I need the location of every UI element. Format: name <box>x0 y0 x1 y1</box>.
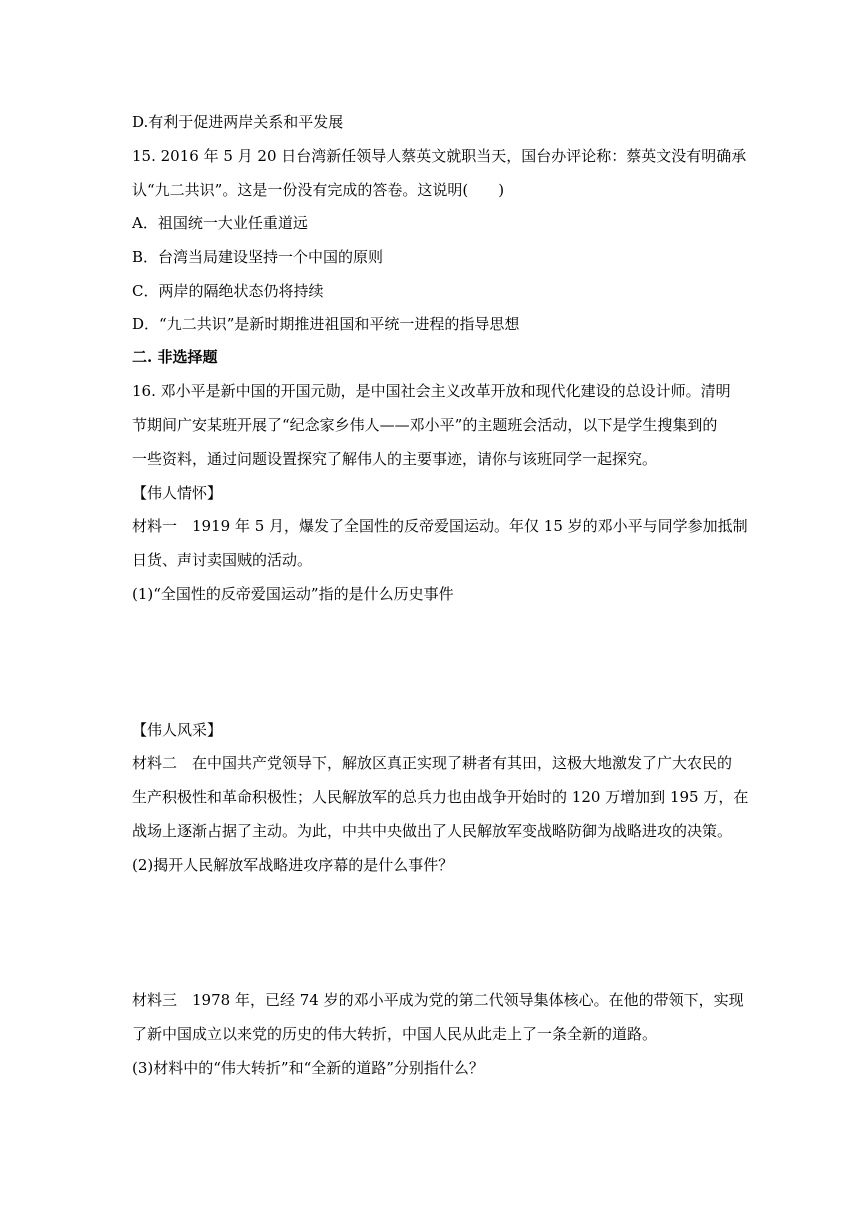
part-heading-2: 【伟人风采】 <box>132 721 223 739</box>
material-1-line-2: 日货、声讨卖国贼的活动。 <box>132 551 313 569</box>
question-2: (2)揭开人民解放军战略进攻序幕的是什么事件？ <box>132 856 454 874</box>
material-2-line-1: 材料二 在中国共产党领导下，解放区真正实现了耕者有其田，这极大地激发了广大农民的 <box>132 754 733 772</box>
q15-stem-line-2: 认“九二共识”。这是一份没有完成的答卷。这说明( ) <box>132 181 505 199</box>
material-3-line-2: 了新中国成立以来党的历史的伟大转折，中国人民从此走上了一条全新的道路。 <box>132 1025 658 1043</box>
part-heading-1: 【伟人情怀】 <box>132 484 223 502</box>
material-1-line-1: 材料一 1919 年 5 月，爆发了全国性的反帝爱国运动。年仅 15 岁的邓小平与同学参加抵制 <box>132 517 748 535</box>
section-title-nonchoice: 二. 非选择题 <box>132 348 218 366</box>
question-1: (1)“全国性的反帝爱国运动”指的是什么历史事件 <box>132 585 454 603</box>
q16-intro-line-2: 节期间广安某班开展了“纪念家乡伟人——邓小平”的主题班会活动，以下是学生搜集到的 <box>132 416 718 434</box>
material-3-line-1: 材料三 1978 年，已经 74 岁的邓小平成为党的第二代领导集体核心。在他的带领下，实现 <box>132 991 744 1009</box>
q15-option-a: A．祖国统一大业任重道远 <box>132 214 308 232</box>
material-2-line-2: 生产积极性和革命积极性；人民解放军的总兵力也由战争开始时的 120 万增加到 195 万，在 <box>132 788 749 806</box>
q15-option-b: B．台湾当局建设坚持一个中国的原则 <box>132 248 384 266</box>
q14-option-d: D.有利于促进两岸关系和平发展 <box>132 113 344 131</box>
q16-intro-line-3: 一些资料，通过问题设置探究了解伟人的主要事迹，请你与该班同学一起探究。 <box>132 450 658 468</box>
q16-intro-line-1: 16. 邓小平是新中国的开国元勋，是中国社会主义改革开放和现代化建设的总设计师。清明 <box>132 382 731 400</box>
q15-option-d: D．“九二共识”是新时期推进祖国和平统一进程的指导思想 <box>132 315 520 333</box>
material-2-line-3: 战场上逐渐占据了主动。为此，中共中央做出了人民解放军变战略防御为战略进攻的决策。 <box>132 822 733 840</box>
q15-option-c: C．两岸的隔绝状态仍将持续 <box>132 282 324 300</box>
q15-stem-line-1: 15. 2016 年 5 月 20 日台湾新任领导人蔡英文就职当天，国台办评论称：蔡英文没有明确承 <box>132 147 747 165</box>
question-3: (3)材料中的“伟大转折”和“全新的道路”分别指什么？ <box>132 1059 484 1077</box>
